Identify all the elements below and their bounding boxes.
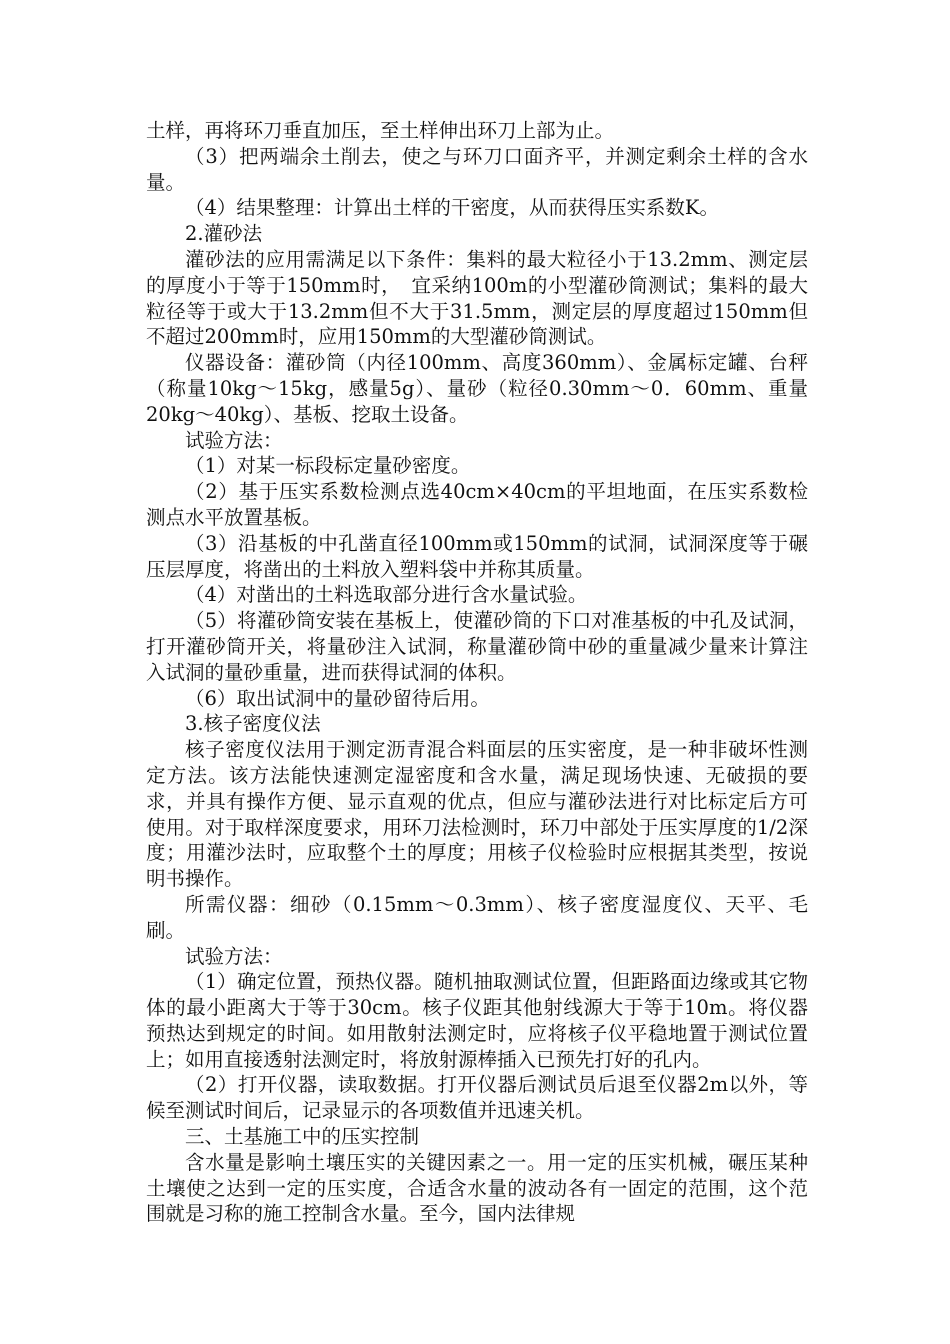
paragraph-nuclear-description: 核子密度仪法用于测定沥青混合料面层的压实密度，是一种非破坏性测定方法。该方法能快速测定湿密度和含水量，满足现场快速、无破损的要求，并具有操作方便、显示直观的优点，但应与灌砂法进行对比标定后方可使用。对于取样深度要求，用环刀法检测时，环刀中部处于压实厚度的1/2深度；用灌沙法时，应取整个土的厚度；用核子仪检验时应根据其类型，按说明书操作。 [146,738,808,891]
paragraph-method-step-1: （1）对某一标段标定量砂密度。 [185,454,471,478]
paragraph-step-3: （3）把两端余土削去，使之与环刀口面齐平，并测定剩余土样的含水量。 [146,144,808,194]
section-heading-nuclear-density: 3.核子密度仪法 [185,712,321,736]
subheading-test-method-2: 试验方法： [185,944,283,968]
paragraph-moisture-content: 含水量是影响土壤压实的关键因素之一。用一定的压实机械，碾压某种土壤使之达到一定的压实度，合适含水量的波动各有一固定的范围，这个范围就是习称的施工控制含水量。至今，国内法律规 [146,1150,808,1226]
paragraph-sand-cone-conditions: 灌砂法的应用需满足以下条件：集料的最大粒径小于13.2mm、测定层的厚度小于等于150mm时， 宜采纳100m的小型灌砂筒测试；集料的最大粒径等于或大于13.2mm但不大于31.5mm，测定层的厚度超过150mm但不超过200mm时，应用150mm的大型灌砂筒测试。 [146,247,808,349]
section-heading-compaction-control: 三、土基施工中的压实控制 [185,1125,420,1149]
section-heading-sand-cone: 2.灌砂法 [185,222,263,246]
paragraph-method-step-3: （3）沿基板的中孔凿直径100mm或150mm的试洞，试洞深度等于碾压层厚度，将凿出的土料放入塑料袋中并称其质量。 [146,531,808,581]
paragraph-nuclear-step-2: （2）打开仪器，读取数据。打开仪器后测试员后退至仪器2m以外，等候至测试时间后，记录显示的各项数值并迅速关机。 [146,1073,808,1123]
document-body [146,118,808,1227]
paragraph-nuclear-step-1: （1）确定位置，预热仪器。随机抽取测试位置，但距路面边缘或其它物体的最小距离大于等于30cm。核子仪距其他射线源大于等于10m。将仪器预热达到规定的时间。如用散射法测定时，应将核子仪平稳地置于测试位置上；如用直接透射法测定时，将放射源棒插入已预先打好的孔内。 [146,970,808,1071]
paragraph-method-step-2: （2）基于压实系数检测点选40cm×40cm的平坦地面，在压实系数检测点水平放置基板。 [146,480,808,529]
paragraph-method-step-5: （5）将灌砂筒安装在基板上，使灌砂筒的下口对准基板的中孔及试洞，打开灌砂筒开关，将量砂注入试洞，称量灌砂筒中砂的重量减少量来计算注入试洞的量砂重量，进而获得试洞的体积。 [146,609,808,684]
paragraph-continuation: 土样，再将环刀垂直加压，至土样伸出环刀上部为止。 [146,119,615,142]
paragraph-required-instruments: 所需仪器：细砂（0.15mm～0.3mm）、核子密度湿度仪、天平、毛刷。 [146,892,808,942]
paragraph-method-step-4: （4）对凿出的土料选取部分进行含水量试验。 [185,583,588,607]
subheading-test-method: 试验方法： [185,428,283,452]
paragraph-method-step-6: （6）取出试洞中的量砂留待后用。 [185,686,490,710]
paragraph-equipment: 仪器设备：灌砂筒（内径100mm、高度360mm）、金属标定罐、台秤（称量10kg～15kg，感量5g）、量砂（粒径0.30mm～0．60mm、重量20kg～40kg）、基板、挖取土设备。 [146,351,808,426]
paragraph-step-4: （4）结果整理：计算出土样的干密度，从而获得压实系数K。 [185,196,719,220]
